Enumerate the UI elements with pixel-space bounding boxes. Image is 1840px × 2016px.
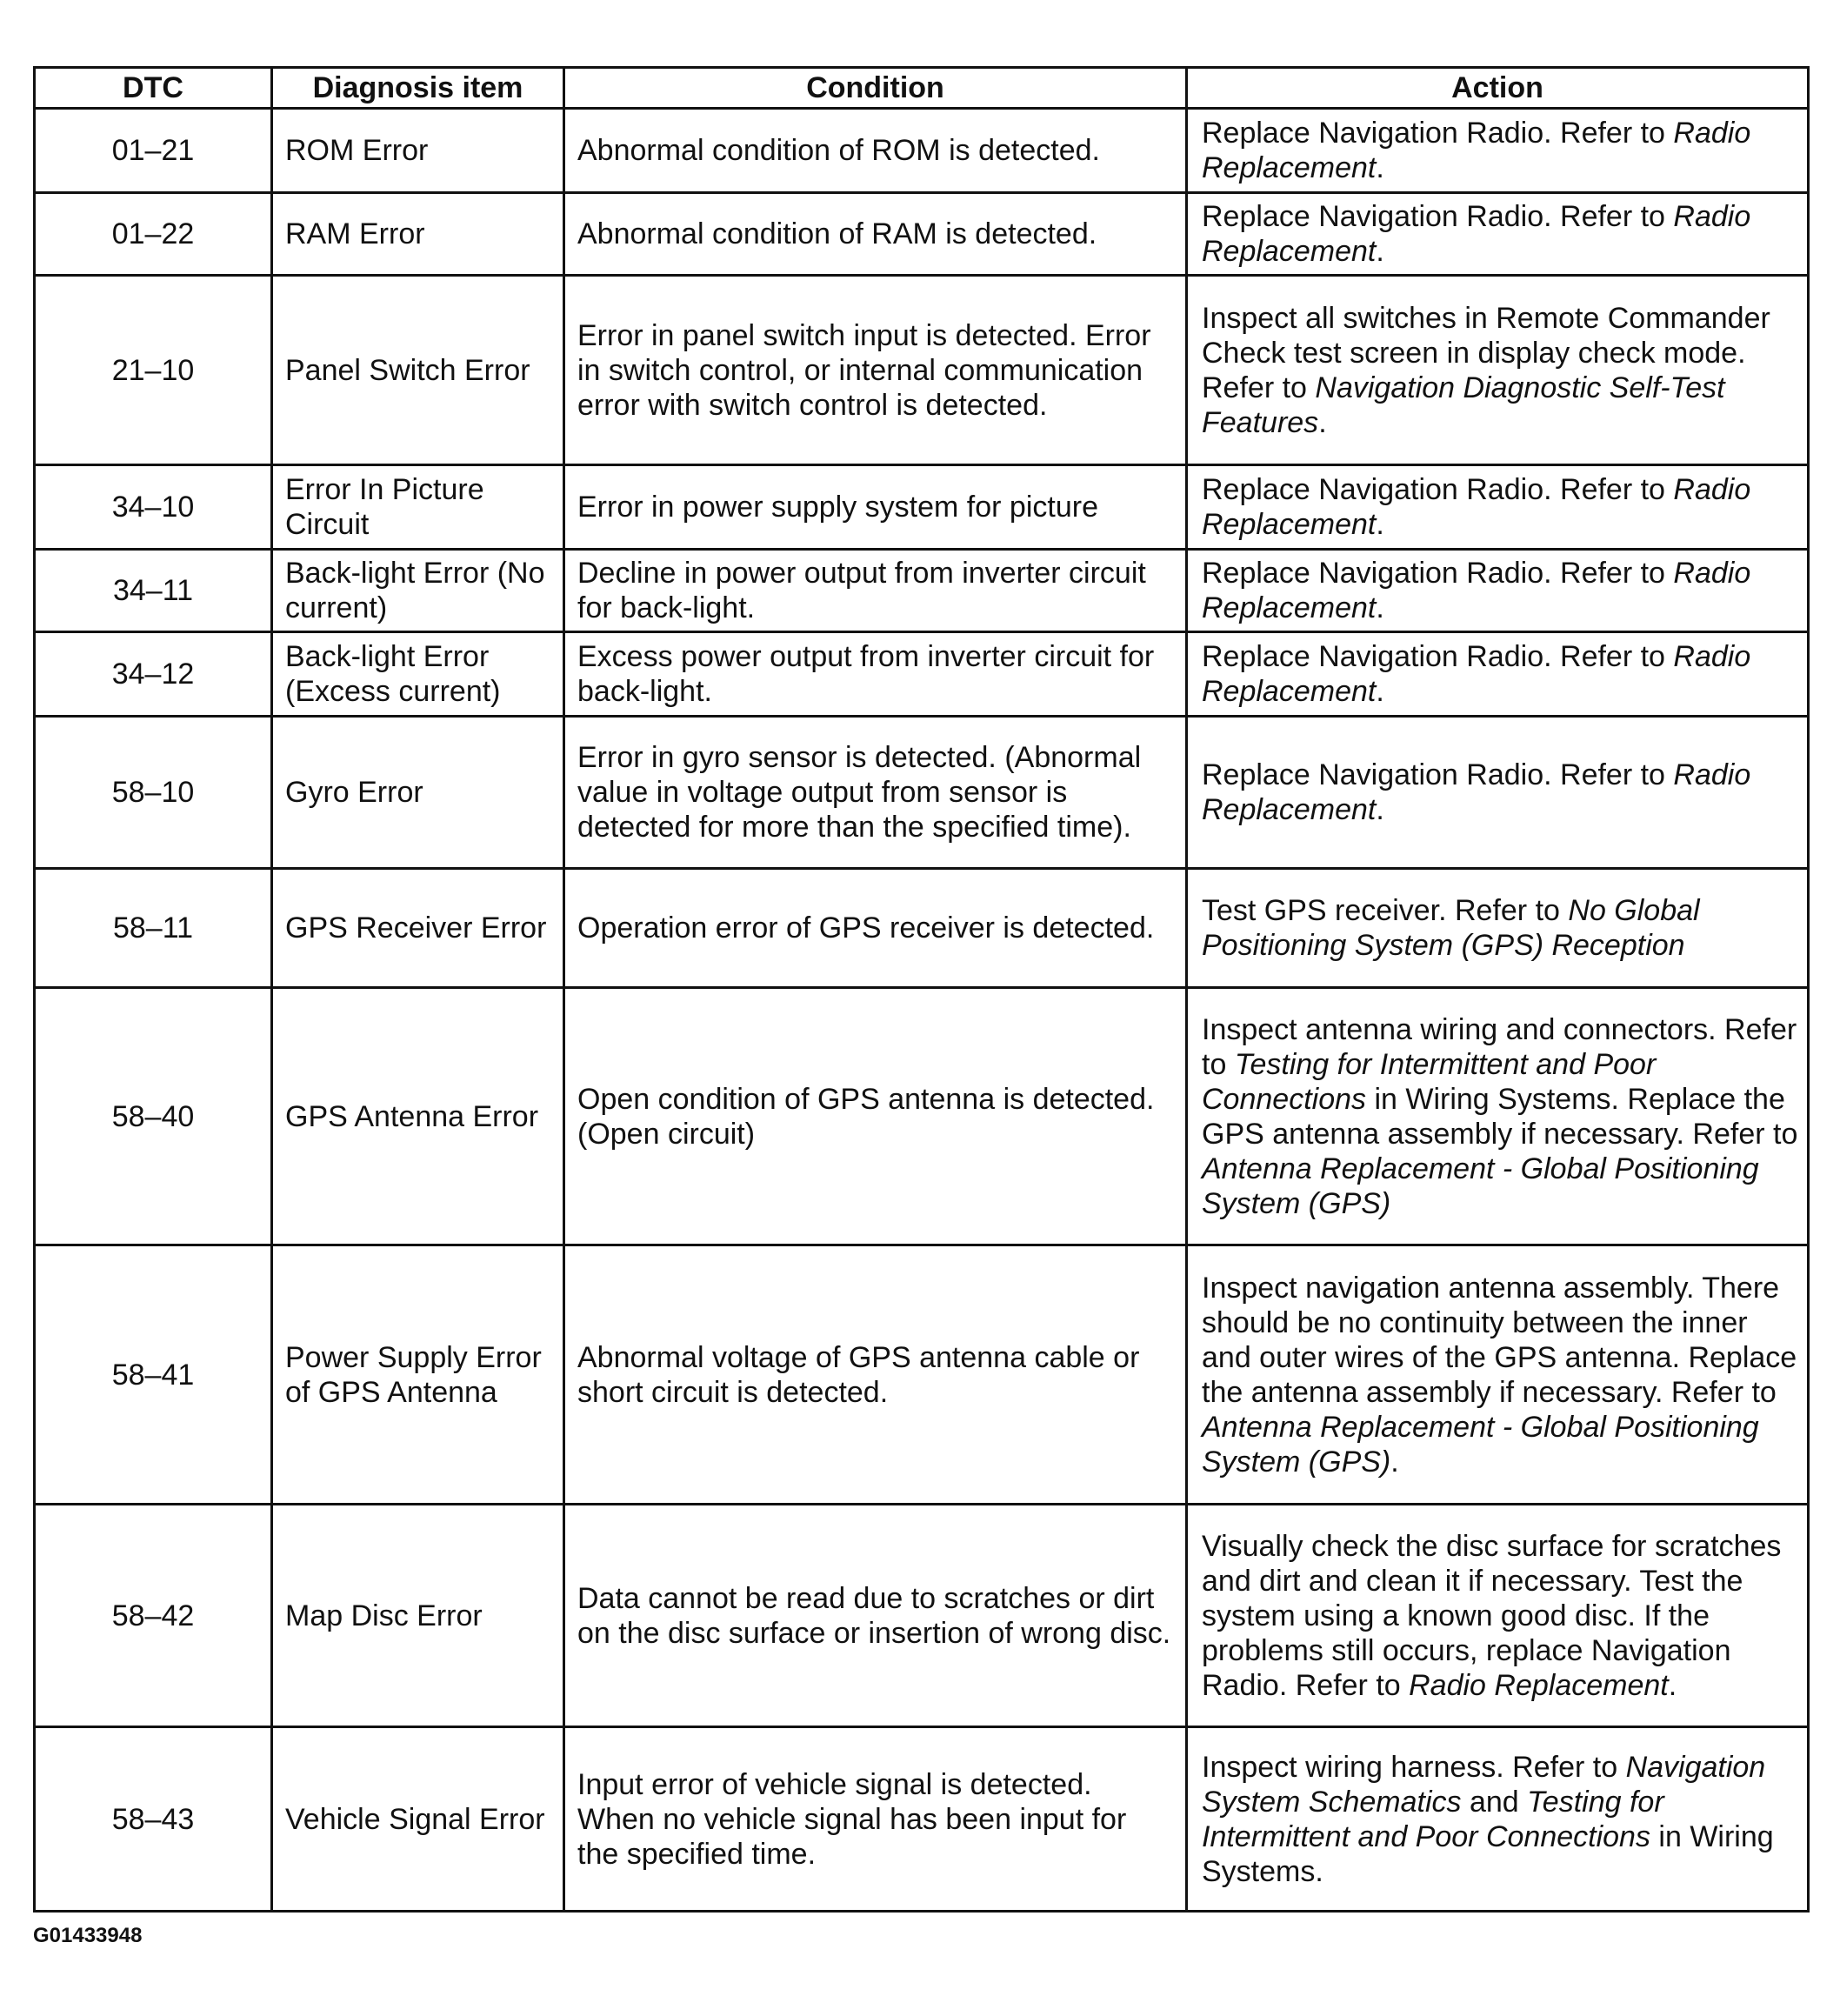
condition: Abnormal condition of RAM is detected. <box>564 193 1187 276</box>
diagnosis-item: Back-light Error (No current) <box>272 550 564 632</box>
action-text: Replace Navigation Radio. Refer to <box>1202 117 1674 150</box>
condition: Open condition of GPS antenna is detected. (Open circuit) <box>564 988 1187 1245</box>
condition: Abnormal voltage of GPS antenna cable or short circuit is detected. <box>564 1245 1187 1505</box>
dtc-code: 58–11 <box>35 869 272 988</box>
action-text-middle: and <box>1461 1785 1528 1819</box>
condition: Operation error of GPS receiver is detected. <box>564 869 1187 988</box>
action-text-end: . <box>1318 405 1327 439</box>
table-row <box>35 1505 1809 1727</box>
action-text-end: . <box>1376 591 1384 624</box>
action-text-middle: in Wiring Systems. Replace the GPS antenna assembly if necessary. Refer to <box>1202 1082 1798 1151</box>
action <box>1187 1505 1809 1727</box>
action-reference: Radio Replacement <box>1202 557 1751 624</box>
action-reference: Navigation Diagnostic Self-Test Features <box>1202 370 1725 439</box>
action-text: Inspect navigation antenna assembly. There should be no continuity between the inner and outer wires of the GPS antenna. Replace the antenna assembly if necessary. Refer to <box>1202 1271 1797 1409</box>
condition: Input error of vehicle signal is detected. When no vehicle signal has been input for the specified time. <box>564 1727 1187 1912</box>
action <box>1187 276 1809 465</box>
action-text: Inspect all switches in Remote Commander Check test screen in display check mode. Refer to <box>1202 301 1770 404</box>
dtc-table <box>33 66 1810 1913</box>
dtc-code: 58–43 <box>35 1727 272 1912</box>
condition: Abnormal condition of ROM is detected. <box>564 109 1187 193</box>
action-reference: Radio Replacement <box>1202 758 1751 826</box>
action <box>1187 109 1809 193</box>
header-dtc: DTC <box>35 68 272 109</box>
action <box>1187 465 1809 550</box>
action-text: Inspect antenna wiring and connectors. Refer to <box>1202 1012 1797 1081</box>
dtc-code: 34–10 <box>35 465 272 550</box>
action-reference-2: Testing for Intermittent and Poor Connections <box>1202 1785 1664 1853</box>
action <box>1187 717 1809 869</box>
dtc-code: 01–21 <box>35 109 272 193</box>
diagnosis-item: Map Disc Error <box>272 1505 564 1727</box>
dtc-code: 58–40 <box>35 988 272 1245</box>
dtc-code: 21–10 <box>35 276 272 465</box>
table-row <box>35 276 1809 465</box>
diagnosis-item: Power Supply Error of GPS Antenna <box>272 1245 564 1505</box>
action-reference: Radio Replacement <box>1202 117 1751 184</box>
action-reference-2: Antenna Replacement - Global Positioning System (GPS) <box>1202 1152 1759 1220</box>
dtc-code: 01–22 <box>35 193 272 276</box>
dtc-code: 58–42 <box>35 1505 272 1727</box>
action <box>1187 632 1809 717</box>
diagnosis-item: Error In Picture Circuit <box>272 465 564 550</box>
dtc-code: 34–11 <box>35 550 272 632</box>
diagnosis-item: Panel Switch Error <box>272 276 564 465</box>
action-text-end: . <box>1376 675 1384 708</box>
header-diagnosis-item: Diagnosis item <box>272 68 564 109</box>
action-text: Replace Navigation Radio. Refer to <box>1202 640 1674 673</box>
diagnosis-item: GPS Receiver Error <box>272 869 564 988</box>
dtc-code: 58–41 <box>35 1245 272 1505</box>
action-text-end: . <box>1376 508 1384 541</box>
action-text-end: . <box>1668 1668 1677 1702</box>
action-reference: Radio Replacement <box>1202 473 1751 541</box>
figure-id: G01433948 <box>33 1924 143 1947</box>
action <box>1187 1245 1809 1505</box>
table-row <box>35 550 1809 632</box>
action-reference: Radio Replacement <box>1409 1668 1669 1702</box>
action-text-end: . <box>1376 235 1384 268</box>
table-row <box>35 465 1809 550</box>
action-text-end: . <box>1376 151 1384 184</box>
action-text: Test GPS receiver. Refer to <box>1202 894 1569 927</box>
table-row <box>35 1727 1809 1912</box>
action-reference: Radio Replacement <box>1202 200 1751 268</box>
table-row <box>35 109 1809 193</box>
table-row <box>35 988 1809 1245</box>
action <box>1187 1727 1809 1912</box>
table-row <box>35 1245 1809 1505</box>
diagnosis-item: Vehicle Signal Error <box>272 1727 564 1912</box>
dtc-code: 58–10 <box>35 717 272 869</box>
condition: Data cannot be read due to scratches or dirt on the disc surface or insertion of wrong disc. <box>564 1505 1187 1727</box>
action <box>1187 988 1809 1245</box>
header-row <box>35 68 1809 109</box>
table-row <box>35 632 1809 717</box>
condition: Excess power output from inverter circuit for back-light. <box>564 632 1187 717</box>
condition: Error in panel switch input is detected. Error in switch control, or internal communication error with switch control is detected. <box>564 276 1187 465</box>
action-reference: No Global Positioning System (GPS) Reception <box>1202 894 1700 962</box>
action-reference: Testing for Intermittent and Poor Connections <box>1202 1047 1657 1116</box>
diagnosis-item: ROM Error <box>272 109 564 193</box>
condition: Error in gyro sensor is detected. (Abnormal value in voltage output from sensor is detected for more than the specified time). <box>564 717 1187 869</box>
diagnosis-item: GPS Antenna Error <box>272 988 564 1245</box>
dtc-code: 34–12 <box>35 632 272 717</box>
action-text: Replace Navigation Radio. Refer to <box>1202 473 1674 506</box>
action-text-end: in Wiring Systems. <box>1202 1819 1774 1888</box>
header-action: Action <box>1187 68 1809 109</box>
condition: Decline in power output from inverter circuit for back-light. <box>564 550 1187 632</box>
diagnosis-item: Back-light Error (Excess current) <box>272 632 564 717</box>
action-reference: Navigation System Schematics <box>1202 1750 1766 1819</box>
action-text: Replace Navigation Radio. Refer to <box>1202 758 1674 791</box>
action-text-end: . <box>1390 1445 1399 1479</box>
table-row <box>35 869 1809 988</box>
action <box>1187 193 1809 276</box>
diagnosis-item: Gyro Error <box>272 717 564 869</box>
action-text: Visually check the disc surface for scratches and dirt and clean it if necessary. Test the system using a known good disc. If the problems still occurs, replace Navigation Radio. Refer to <box>1202 1529 1782 1702</box>
action-text: Replace Navigation Radio. Refer to <box>1202 557 1674 590</box>
action <box>1187 550 1809 632</box>
action-text-end: . <box>1376 793 1384 826</box>
action-text: Inspect wiring harness. Refer to <box>1202 1750 1626 1784</box>
condition: Error in power supply system for picture <box>564 465 1187 550</box>
action-text: Replace Navigation Radio. Refer to <box>1202 200 1674 233</box>
table-row <box>35 193 1809 276</box>
diagnosis-item: RAM Error <box>272 193 564 276</box>
table-row <box>35 717 1809 869</box>
action-reference: Antenna Replacement - Global Positioning System (GPS) <box>1202 1410 1759 1479</box>
action-reference: Radio Replacement <box>1202 640 1751 708</box>
header-condition: Condition <box>564 68 1187 109</box>
action <box>1187 869 1809 988</box>
